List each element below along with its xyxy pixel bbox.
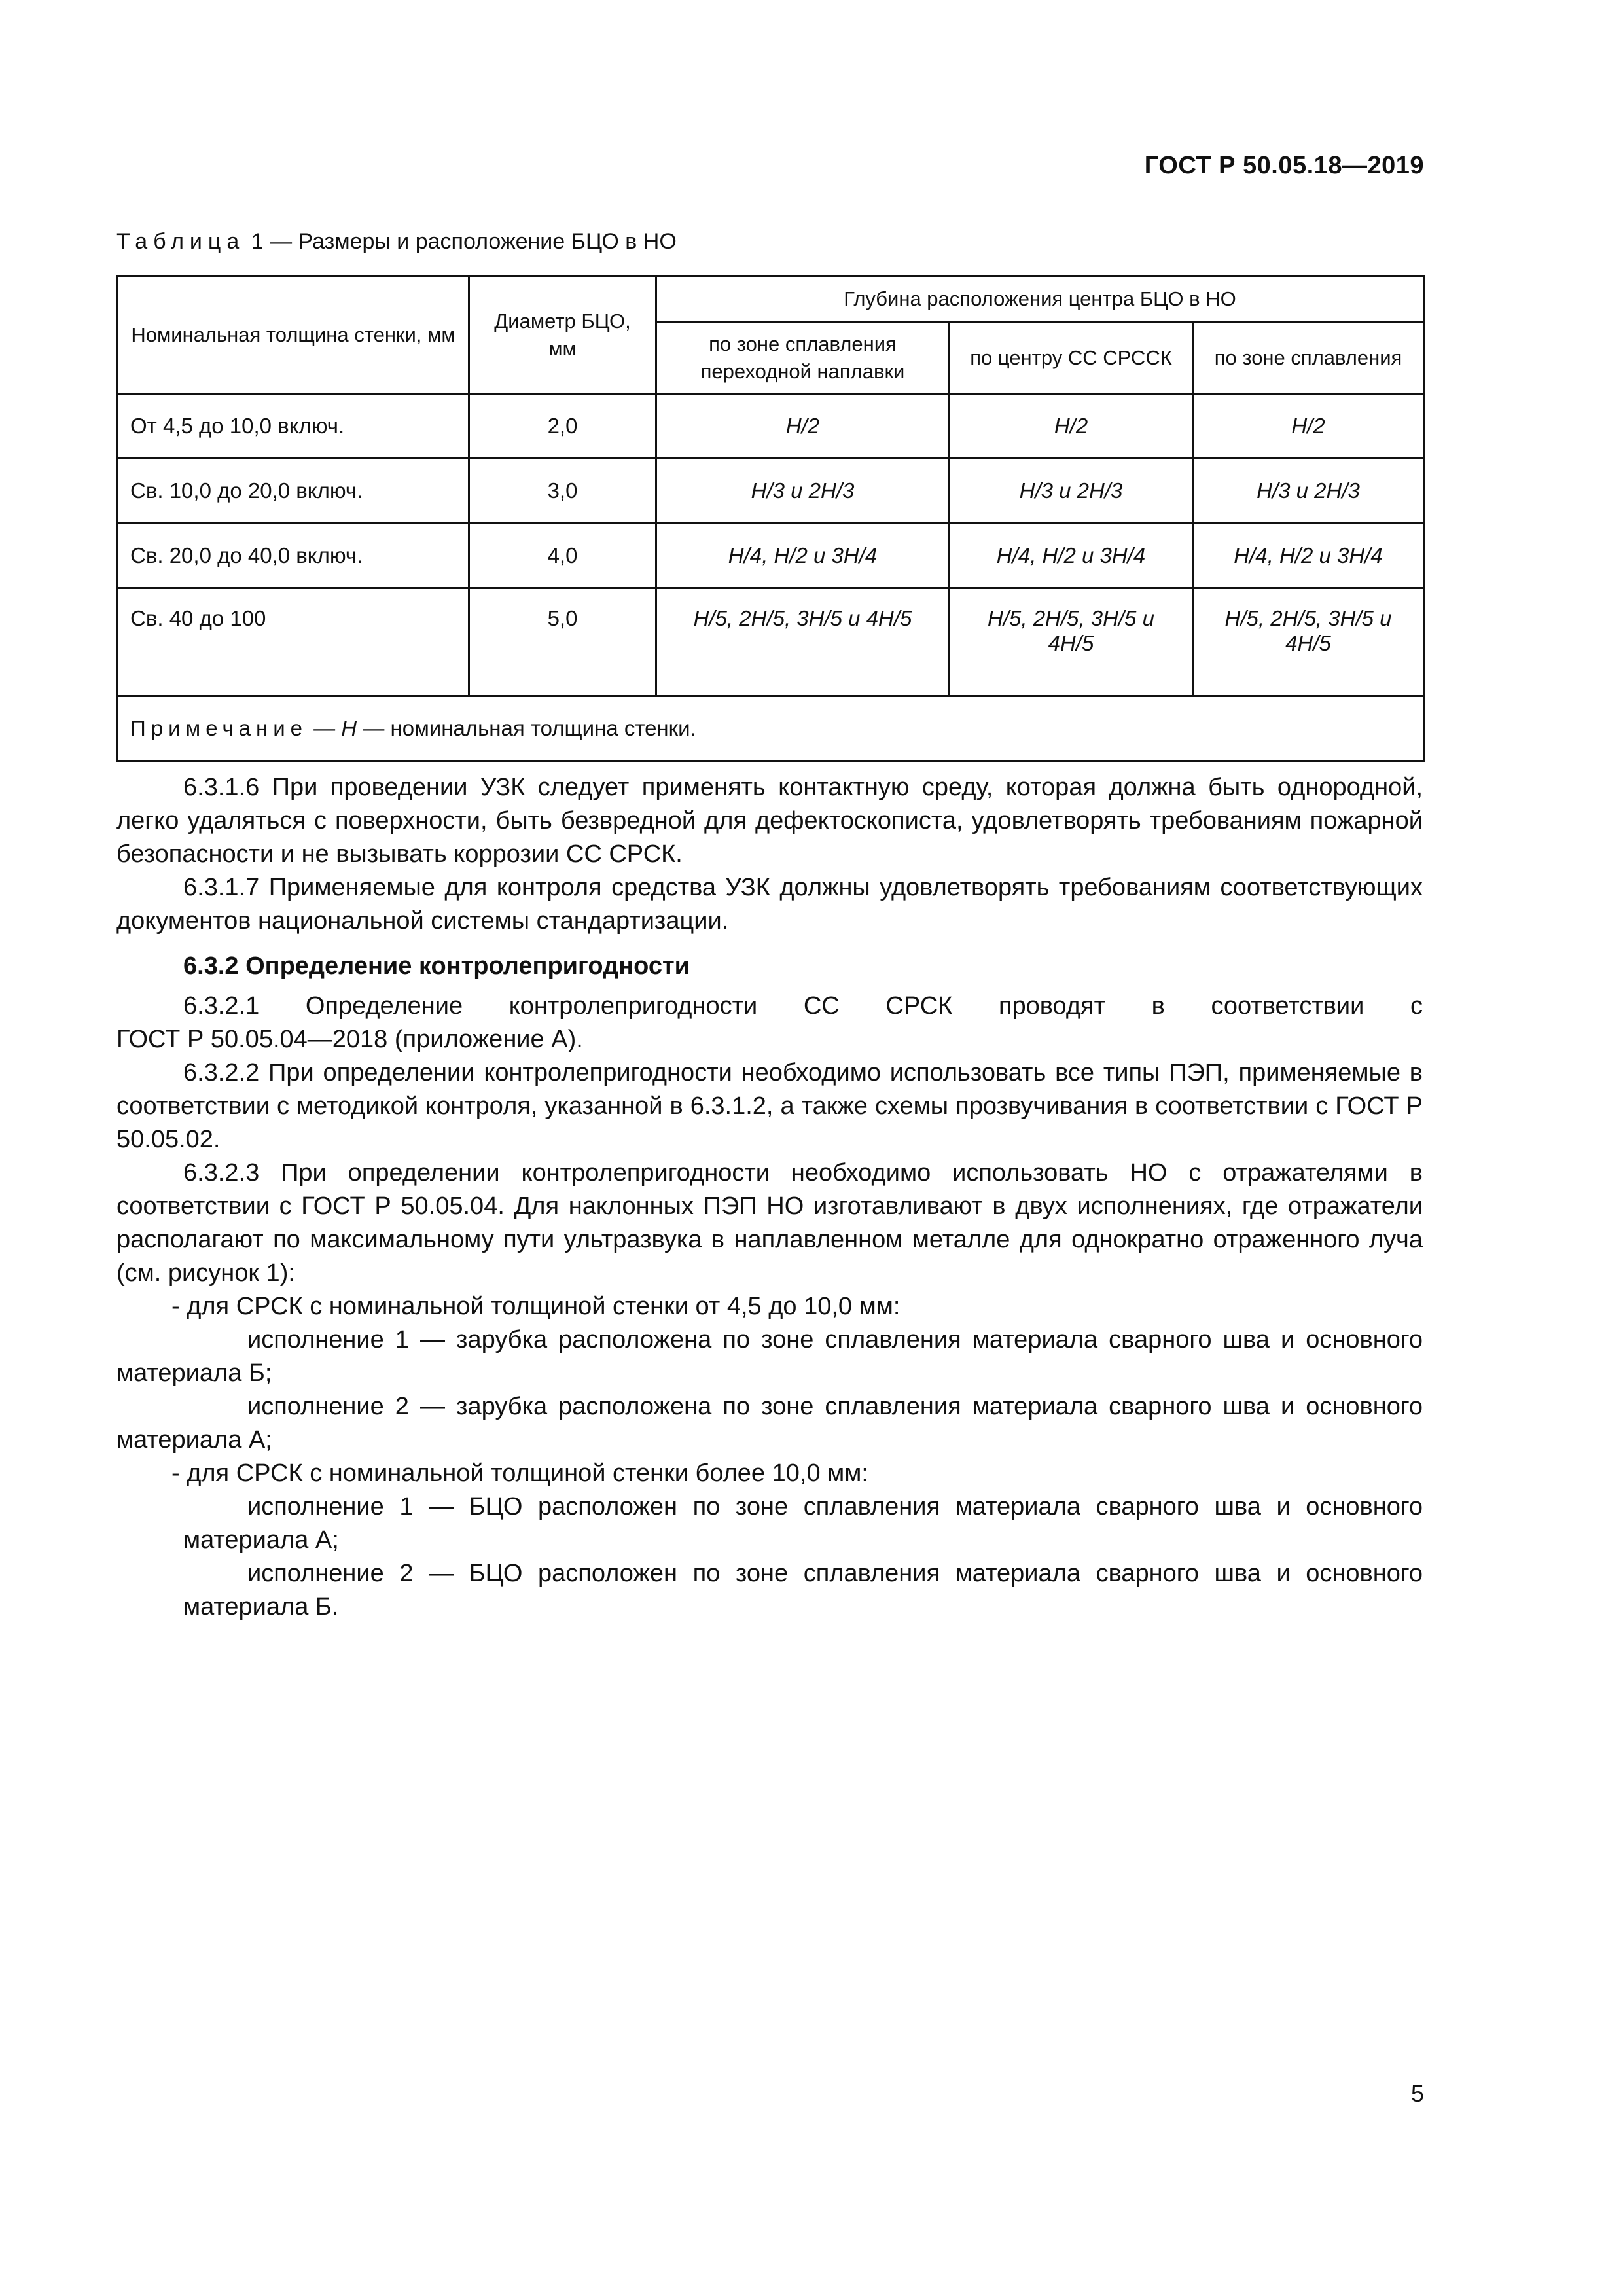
cell-depth-3: H/5, 2H/5, 3H/5 и 4H/5 <box>1193 588 1424 696</box>
header-thickness: Номинальная толщина стенки, мм <box>118 276 469 394</box>
note-variable: H <box>341 716 357 740</box>
paragraph-6317: 6.3.1.7 Применяемые для контроля средства УЗК должны удовлетворять требованиям соответствующих документов национальной системы стандартизации. <box>116 874 1423 935</box>
cell-depth-1: H/5, 2H/5, 3H/5 и 4H/5 <box>656 588 950 696</box>
section-heading-632: 6.3.2 Определение контролепригодности <box>183 952 690 980</box>
cell-thickness: Св. 20,0 до 40,0 включ. <box>118 524 469 588</box>
table-row <box>118 459 1424 524</box>
cell-diameter: 3,0 <box>469 459 656 524</box>
cell-depth-2: H/2 <box>950 394 1193 459</box>
list-dash-item: - для СРСК с номинальной толщиной стенки более 10,0 мм: <box>171 1460 868 1487</box>
table-row <box>118 394 1424 459</box>
cell-depth-2: H/3 и 2H/3 <box>950 459 1193 524</box>
header-depth-fusion: по зоне сплавления <box>1193 322 1424 394</box>
cell-depth-2: H/4, H/2 и 3H/4 <box>950 524 1193 588</box>
table-caption-text: 1 — Размеры и расположение БЦО в НО <box>245 229 677 254</box>
cell-thickness: От 4,5 до 10,0 включ. <box>118 394 469 459</box>
list-dash-item: - для СРСК с номинальной толщиной стенки от 4,5 до 10,0 мм: <box>171 1293 901 1320</box>
cell-depth-1: H/4, H/2 и 3H/4 <box>656 524 950 588</box>
note-text: — номинальная толщина стенки. <box>357 716 696 740</box>
table-row <box>118 588 1424 696</box>
paragraph-6316: 6.3.1.6 При проведении УЗК следует применять контактную среду, которая должна быть однородной, легко удаляться с поверхности, быть безвредной для дефектоскописта, удовлетворять требованиям пожарной безопасности и не вызывать коррозии СС СРСК. <box>116 774 1423 868</box>
cell-diameter: 4,0 <box>469 524 656 588</box>
cell-diameter: 5,0 <box>469 588 656 696</box>
table-note <box>118 696 1424 761</box>
list-sub-item: исполнение 1 — БЦО расположен по зоне сплавления материала сварного шва и основного материала А; <box>183 1493 1423 1554</box>
cell-depth-1: H/2 <box>656 394 950 459</box>
table-caption-label: Таблица <box>116 229 245 254</box>
list-sub-item: исполнение 1 — зарубка расположена по зоне сплавления материала сварного шва и основного материала Б; <box>116 1326 1423 1387</box>
cell-depth-3: H/3 и 2H/3 <box>1193 459 1424 524</box>
page-number: 5 <box>1410 2080 1424 2107</box>
header-depth-group: Глубина расположения центра БЦО в НО <box>656 276 1424 322</box>
document-number: ГОСТ Р 50.05.18—2019 <box>1144 152 1424 179</box>
body-text <box>116 771 1423 1624</box>
table-caption <box>116 229 677 255</box>
cell-depth-2: H/5, 2H/5, 3H/5 и 4H/5 <box>950 588 1193 696</box>
note-dash: — <box>308 716 342 740</box>
dimensions-table <box>116 275 1425 762</box>
cell-depth-3: H/2 <box>1193 394 1424 459</box>
cell-thickness: Св. 40 до 100 <box>118 588 469 696</box>
paragraph-6321-line2: ГОСТ Р 50.05.04—2018 (приложение А). <box>116 1026 583 1053</box>
paragraph-6322: 6.3.2.2 При определении контролепригодности необходимо использовать все типы ПЭП, применяемые в соответствии с методикой контроля, указанной в 6.3.1.2, а также схемы прозвучивания в соответствии с ГОСТ Р 50.05.02. <box>116 1059 1423 1153</box>
cell-depth-3: H/4, H/2 и 3H/4 <box>1193 524 1424 588</box>
header-depth-center: по центру СС СРССК <box>950 322 1193 394</box>
paragraph-6321-line1: 6.3.2.1 Определение контролепригодности СС СРСК проводят в соответствии с <box>183 992 1423 1020</box>
header-depth-transition: по зоне сплавления переходной наплавки <box>656 322 950 394</box>
header-diameter: Диаметр БЦО, мм <box>469 276 656 394</box>
list-sub-item: исполнение 2 — зарубка расположена по зоне сплавления материала сварного шва и основного материала А; <box>116 1393 1423 1454</box>
table-note-row <box>118 696 1424 761</box>
list-sub-item: исполнение 2 — БЦО расположен по зоне сплавления материала сварного шва и основного материала Б. <box>183 1560 1423 1621</box>
paragraph-6323: 6.3.2.3 При определении контролепригодности необходимо использовать НО с отражателями в соответствии с ГОСТ Р 50.05.04. Для наклонных ПЭП НО изготавливают в двух исполнениях, где отражатели располагают по максимальному пути ультразвука в наплавленном металле для однократно отраженного луча (см. рисунок 1): <box>116 1159 1423 1287</box>
cell-depth-1: H/3 и 2H/3 <box>656 459 950 524</box>
note-label: Примечание <box>130 716 308 740</box>
cell-thickness: Св. 10,0 до 20,0 включ. <box>118 459 469 524</box>
table-row <box>118 524 1424 588</box>
cell-diameter: 2,0 <box>469 394 656 459</box>
